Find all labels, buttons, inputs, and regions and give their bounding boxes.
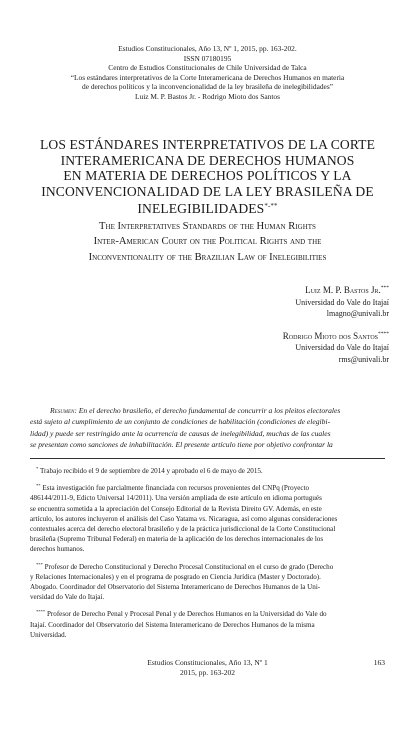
footnote-text: Esta investigación fue parcialmente financiada con recursos provenientes del CNPq (Proyecto: [42, 484, 310, 493]
footer-pages: 2015, pp. 163-202: [180, 668, 235, 678]
title-en-line: The Interpretatives Standards of the Human Rights: [99, 221, 316, 232]
title-line: [20, 199, 395, 217]
footnote-text: Universidad.: [30, 630, 67, 639]
header-line: Estudios Constitucionales, Año 13, Nº 1, 2015, pp. 163-202.: [118, 44, 297, 53]
footnote-text: Profesor de Derecho Constitucional y Derecho Procesal Constitucional en el curso de grado (Derecho: [44, 562, 334, 571]
footnote-text: Itajaí. Coordinador del Observatorio del Sistema Interamericano de Derechos Humanos de la misma: [30, 620, 315, 629]
author-name-text: Luiz M. P. Bastos Jr.: [305, 285, 381, 295]
footnote-text: y Relaciones Internacionales) y en el programa de posgrado en Ciencia Jurídica (Master y Doctorado).: [30, 572, 321, 581]
title-footnote-marks[interactable]: *-**: [264, 202, 278, 211]
footnote: [30, 481, 385, 554]
footnote: [30, 464, 385, 476]
title-line: LOS ESTÁNDARES INTERPRETATIVOS DE LA CORTE: [40, 137, 375, 152]
author-email[interactable]: lmagno@univali.br: [326, 309, 389, 319]
footnote-text: versidad do Vale do Itajaí.: [30, 593, 105, 602]
footnote-text: Abogado. Coordinador del Observatorio del Sistema Interamericano de Derechos Humanos de la Uni-: [30, 583, 321, 592]
header-line: Luiz M. P. Bastos Jr. - Rodrigo Mioto dos Santos: [135, 91, 280, 101]
abstract-line: lidad) y puede ser restringido ante la ocurrencia de causas de inelegibilidad, muchas de las cuales: [30, 428, 331, 438]
author-affiliation: Universidad do Vale do Itajaí: [295, 343, 389, 353]
author-footnote-mark[interactable]: ****: [378, 330, 389, 337]
header-line: Centro de Estudios Constitucionales de Chile Universidad de Talca: [108, 63, 307, 73]
title-line: EN MATERIA DE DERECHOS POLÍTICOS Y LA: [63, 168, 352, 184]
footer-journal: Estudios Constitucionales, Año 13, Nº 1: [147, 658, 268, 667]
author-block: [129, 283, 389, 366]
title-line: INCONVENCIONALIDAD DE LA LEY BRASILEÑA DE: [41, 183, 374, 199]
footnote-text: se encuentra sometida a la apreciación del Consejo Editorial de la Revista Direito GV. Además, en este: [30, 504, 322, 513]
footnotes: [30, 464, 385, 645]
author-footnote-mark[interactable]: ***: [380, 285, 389, 291]
footnote-mark: **: [36, 483, 41, 489]
footnote: [30, 560, 385, 603]
article-title-spanish: [20, 137, 395, 217]
abstract-line: está sujeto al cumplimiento de un conjunto de condiciones de habilitación (condiciones de elegibi-: [30, 417, 331, 427]
footnote-text: artículo, los autores incluyeron el análisis del Caso Yatama vs. Nicaragua, así como algunas consideraciones: [30, 514, 338, 523]
footnote-text: derechos humanos.: [30, 545, 85, 554]
running-header: [30, 44, 385, 102]
title-line: INTERAMERICANA DE DERECHOS HUMANOS: [60, 152, 355, 168]
author-name-text: Rodrigo Mioto dos Santos: [282, 330, 378, 341]
abstract: [30, 405, 385, 450]
footnote-mark: *: [36, 466, 39, 471]
abstract-text: En el derecho brasileño, el derecho fundamental de concurrir a los pleitos electorales: [78, 406, 341, 415]
footnote-mark: ****: [36, 609, 46, 615]
page-footer: [30, 658, 385, 679]
title-en-line: Inter-American Court on the Political Rights and the: [93, 236, 322, 248]
author-email[interactable]: rms@univali.br: [338, 354, 389, 364]
footnote-text: brasileña (Supremo Tribunal Federal) en materia de la aplicación de los derechos internacionales de los: [30, 535, 324, 544]
header-line: “Los estándares interpretativos de la Corte Interamericana de Derechos Humanos en materia: [70, 72, 345, 82]
footnote-text: Profesor de Derecho Penal y Procesal Penal y de Derechos Humanos en la Universidad do Vale do: [46, 610, 327, 619]
footnote: [30, 607, 385, 640]
author-name: [129, 329, 389, 343]
title-last-word: INELEGIBILIDADES: [137, 201, 265, 217]
article-title-english: [20, 219, 395, 265]
abstract-line: se presentan como sanciones de inhabilitación. El presente artículo tiene por objetivo confrontar la: [30, 439, 333, 449]
footnote-mark: ***: [36, 561, 43, 567]
abstract-label: Resumen:: [50, 406, 77, 415]
abstract-line: [30, 405, 385, 416]
footnote-text: 486144/2011-9, Edicto Universal 14/2011). Una versión ampliada de este artículo en idioma portugués: [30, 494, 322, 503]
header-line: ISSN 07180195: [183, 53, 232, 63]
footnote-separator: [30, 458, 385, 459]
header-line: de derechos políticos y la inconvencionalidad de la ley brasileña de inelegibilidades”: [82, 82, 333, 92]
author-name: [129, 283, 389, 297]
author-affiliation: Universidad do Vale do Itajaí: [295, 297, 389, 307]
title-en-line: Inconventionality of the Brazilian Law of Inelegibilities: [88, 251, 327, 263]
page-number: 163: [373, 658, 385, 667]
footnote-text: contextuales acerca del derecho electoral brasileño y de la práctica jurisdiccional de la Corte Constitucional: [30, 525, 336, 534]
footnote-text: Trabajo recibido el 9 de septiembre de 2014 y aprobado el 6 de mayo de 2015.: [39, 467, 263, 475]
